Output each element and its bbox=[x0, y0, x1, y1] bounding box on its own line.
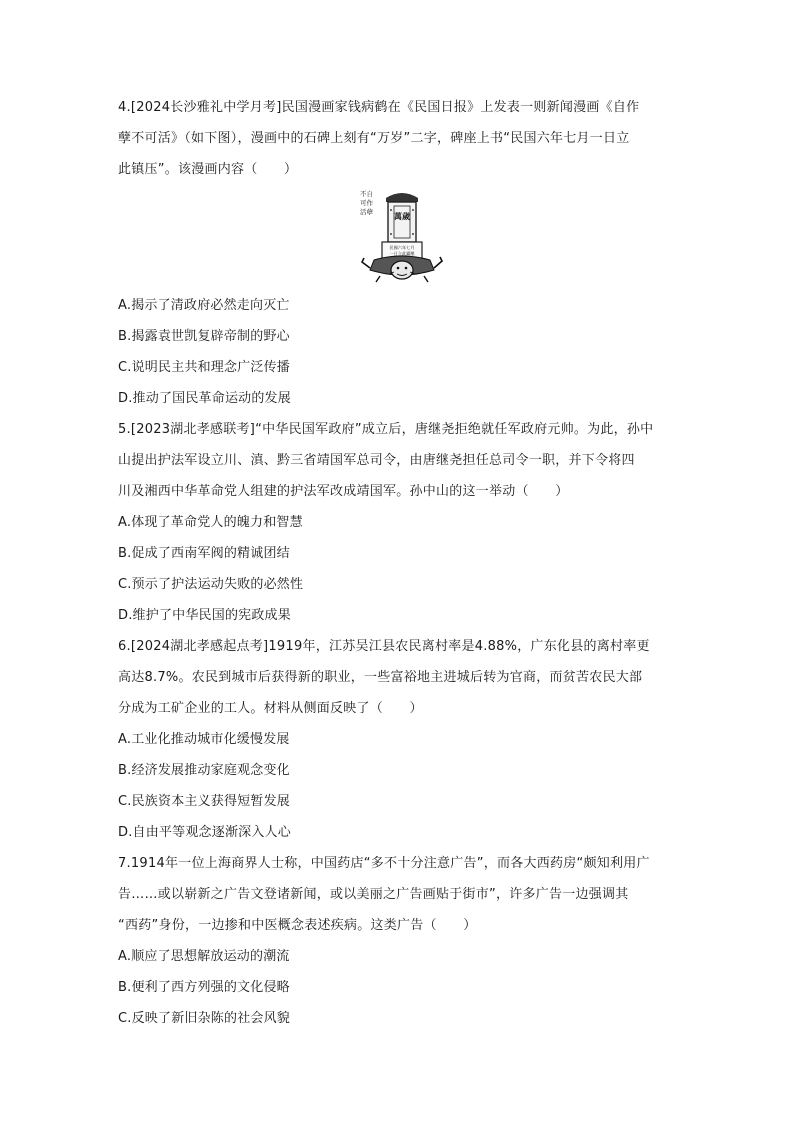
option-d: D.推动了国民革命运动的发展 bbox=[118, 391, 291, 406]
option-c: C.反映了新旧杂陈的社会风貌 bbox=[118, 1011, 291, 1026]
stele-body bbox=[388, 202, 416, 242]
option-a: A.顺应了思想解放运动的潮流 bbox=[118, 949, 290, 964]
question-stem-line: 此镇压”。该漫画内容（ ） bbox=[118, 162, 298, 177]
question-5 bbox=[118, 414, 678, 631]
option-a: A.揭示了清政府必然走向灭亡 bbox=[118, 298, 290, 313]
question-stem-line: 5.[2023湖北孝感联考]“中华民国军政府”成立后，唐继尧拒绝就任军政府元帅。为此，孙中 bbox=[118, 422, 654, 437]
question-stem-line: 分成为工矿企业的工人。材料从侧面反映了（ ） bbox=[118, 701, 423, 716]
stele-crown bbox=[386, 193, 418, 202]
option-c: C.预示了护法运动失败的必然性 bbox=[118, 577, 304, 592]
option-d: D.自由平等观念逐渐深入人心 bbox=[118, 825, 291, 840]
question-stem-line: 7.1914年一位上海商界人士称，中国药店“多不十分注意广告”，而各大西药房“颇知利用广 bbox=[118, 856, 650, 871]
question-6 bbox=[118, 631, 678, 848]
option-a: A.工业化推动城市化缓慢发展 bbox=[118, 732, 290, 747]
base-inscription-2: 一日立此鎮壓 bbox=[389, 251, 415, 256]
caption-col-2: 可作 bbox=[360, 199, 373, 207]
exam-page bbox=[118, 92, 678, 1034]
caption-col-1: 不自 bbox=[360, 190, 373, 198]
option-a: A.体现了革命党人的魄力和智慧 bbox=[118, 515, 303, 530]
option-b: B.经济发展推动家庭观念变化 bbox=[118, 763, 290, 778]
cartoon-figure bbox=[118, 188, 678, 284]
cartoon-caption bbox=[360, 189, 374, 216]
crushed-figure-face bbox=[391, 261, 413, 279]
question-stem-line: “西药”身份，一边掺和中医概念表述疾病。这类广告（ ） bbox=[118, 918, 477, 933]
option-d: D.维护了中华民国的宪政成果 bbox=[118, 608, 291, 623]
option-b: B.便利了西方列强的文化侵略 bbox=[118, 980, 290, 995]
question-stem-line: 告……或以崭新之广告文登诸新闻，或以美丽之广告画贴于街市”，许多广告一边强调其 bbox=[118, 887, 629, 902]
stele-inscription: 萬歲 bbox=[394, 211, 410, 221]
figure-left-arm bbox=[362, 258, 370, 268]
base-inscription-1: 民國六年七月 bbox=[389, 245, 415, 250]
question-stem-line: 高达8.7%。农民到城市后获得新的职业，一些富裕地主进城后转为官商，而贫苦农民大部 bbox=[118, 670, 643, 685]
caption-col-3: 活孽 bbox=[360, 208, 373, 216]
figure-right-arm bbox=[434, 257, 442, 268]
question-7 bbox=[118, 848, 678, 1034]
option-c: C.说明民主共和理念广泛传播 bbox=[118, 360, 291, 375]
question-stem-line: 山提出护法军设立川、滇、黔三省靖国军总司令，由唐继尧担任总司令一职，并下令将四 bbox=[118, 453, 635, 468]
question-stem-line: 川及湘西中华革命党人组建的护法军改成靖国军。孙中山的这一举动（ ） bbox=[118, 484, 569, 499]
option-b: B.揭露袁世凯复辟帝制的野心 bbox=[118, 329, 290, 344]
question-4 bbox=[118, 92, 678, 414]
option-c: C.民族资本主义获得短暂发展 bbox=[118, 794, 291, 809]
question-stem-line: 6.[2024湖北孝感起点考]1919年，江苏吴江县农民离村率是4.88%，广东化县的离村率更 bbox=[118, 639, 650, 654]
option-b: B.促成了西南军阀的精诚团结 bbox=[118, 546, 290, 561]
stele-cartoon-image bbox=[356, 188, 446, 284]
question-stem-line: 孽不可活》（如下图），漫画中的石碑上刻有“万岁”二字，碑座上书“民国六年七月一日立 bbox=[118, 131, 630, 146]
question-stem-line: 4.[2024长沙雅礼中学月考]民国漫画家钱病鹤在《民国日报》上发表一则新闻漫画《自作 bbox=[118, 100, 640, 115]
